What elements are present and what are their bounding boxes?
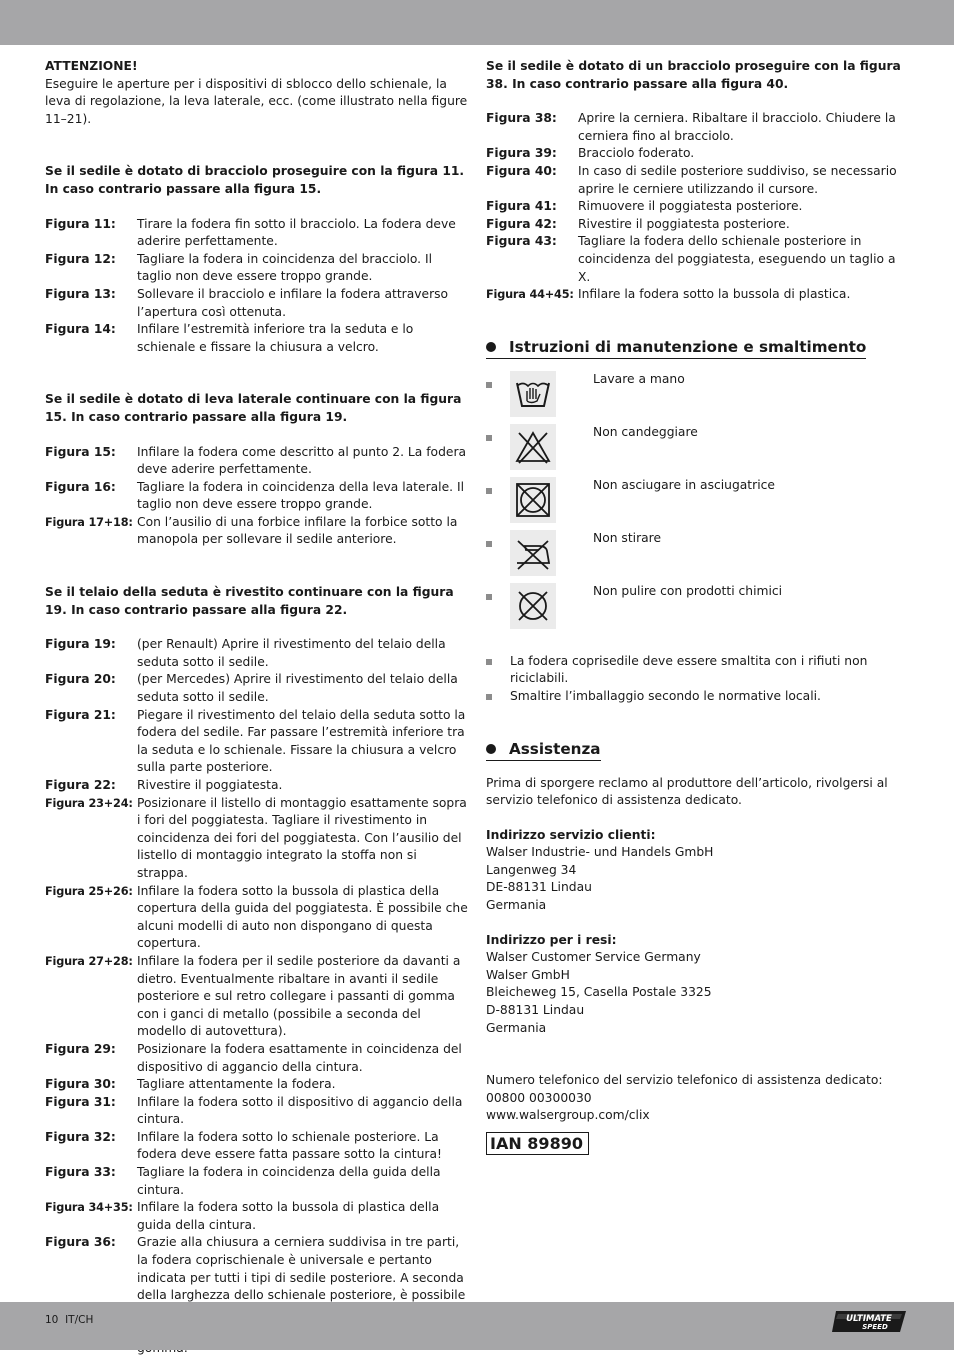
figure-label: Figura 22: xyxy=(45,778,116,792)
figure-text: Tirare la fodera fin sotto il bracciolo. La fodera deve aderire perfettamente. xyxy=(137,216,456,249)
figure-step xyxy=(486,110,906,145)
address-line: Walser GmbH xyxy=(486,967,570,982)
figure-step xyxy=(486,198,906,216)
address-line: Langenweg 34 xyxy=(486,862,577,877)
figure-step xyxy=(45,1129,470,1164)
care-label: Non asciugare in asciugatrice xyxy=(593,477,775,492)
figure-text: (per Renault) Aprire il rivestimento del telaio della seduta sotto il sedile. xyxy=(137,637,446,669)
care-row xyxy=(486,371,906,424)
figure-text: Infilare la fodera sotto il dispositivo di aggancio della cintura. xyxy=(137,1094,463,1127)
figure-label: Figura 12: xyxy=(45,251,116,266)
warning-text: Eseguire le aperture per i dispositivi di sblocco dello schienale, la leva di regolazione, la leva laterale, ecc. (come illustrato nella figure 11–21). xyxy=(45,76,468,126)
ian-number: IAN 89890 xyxy=(486,1132,589,1155)
return-address xyxy=(486,949,906,1037)
figure-label: Figura 40: xyxy=(486,163,557,178)
phone-label: Numero telefonico del servizio telefonico di assistenza dedicato: xyxy=(486,1073,883,1088)
figure-label: Figura 16: xyxy=(45,479,116,494)
figure-step xyxy=(45,671,470,706)
warning-title: ATTENZIONE! xyxy=(45,59,138,73)
figure-text: Infilare la fodera per il sedile posteriore da davanti a dietro. Eventualmente ribaltare in avanti il sedile posteriore e sul retro collegare i passanti di gomma con i ganci di metallo (possibile a seconda del modello di autovettura). xyxy=(137,953,461,1039)
header-bar xyxy=(0,0,954,45)
figure-list-1 xyxy=(45,216,470,357)
figure-text: In caso di sedile posteriore suddiviso, se necessario aprire le cerniere utilizzando il cursore. xyxy=(578,163,897,196)
figure-text: Infilare l’estremità inferiore tra la seduta e lo schienale e fissare la chiusura a velcro. xyxy=(137,322,414,354)
figure-list-4 xyxy=(486,110,906,304)
maintenance-heading xyxy=(486,337,866,359)
figure-text: Piegare il rivestimento del telaio della seduta sotto la fodera del sedile. Far passare l’estremità inferiore tra la seduta e lo schienale. Fissare la chiusura a velcro sulla parte posteriore. xyxy=(137,707,466,775)
page-number: 10 xyxy=(45,1314,59,1326)
figure-label: Figura 13: xyxy=(45,286,116,301)
figure-step xyxy=(45,1164,470,1199)
figure-step xyxy=(45,1094,470,1129)
address-line: DE-88131 Lindau xyxy=(486,880,592,895)
figure-label: Figura 17+18: xyxy=(45,515,133,529)
footer-bar xyxy=(0,1302,954,1350)
website-link[interactable]: www.walsergroup.com/clix xyxy=(486,1108,650,1123)
customer-address-title: Indirizzo servizio clienti: xyxy=(486,827,656,842)
care-label: Lavare a mano xyxy=(593,371,685,386)
figure-text: Infilare la fodera sotto la bussola di plastica della copertura della guida del poggiatesta. È possibile che alcuni modelli di auto non dispongano di questa copertura. xyxy=(137,883,468,951)
figure-step xyxy=(45,777,470,795)
maintenance-title: Istruzioni di manutenzione e smaltimento xyxy=(509,337,867,356)
figure-label: Figura 38: xyxy=(486,111,557,126)
no-dry-clean-icon xyxy=(510,583,556,629)
figure-step xyxy=(486,216,906,234)
bullet-dot-icon xyxy=(486,342,496,352)
care-row xyxy=(486,530,906,583)
square-bullet-icon xyxy=(486,541,492,547)
condition-seat-frame: Se il telaio della seduta è rivestito continuare con la figura 19. In caso contrario passare alla figura 22. xyxy=(45,585,454,617)
return-address-title: Indirizzo per i resi: xyxy=(486,932,617,947)
figure-step xyxy=(486,163,906,198)
footer-page-info xyxy=(45,1314,93,1326)
no-iron-icon xyxy=(510,530,556,576)
address-line: Walser Customer Service Germany xyxy=(486,950,701,965)
figure-text: Tagliare la fodera in coincidenza del bracciolo. Il taglio non deve essere troppo grande. xyxy=(137,251,433,284)
hand-wash-icon xyxy=(510,371,556,417)
assistance-heading xyxy=(486,739,601,761)
figure-text: Con l’ausilio di una forbice infilare la forbice sotto la manopola per sollevare il sedile anteriore. xyxy=(137,514,458,547)
condition-armrest: Se il sedile è dotato di bracciolo proseguire con la figura 11. In caso contrario passare alla figura 15. xyxy=(45,164,465,196)
figure-step xyxy=(45,953,470,1041)
address-line: D-88131 Lindau xyxy=(486,1003,585,1018)
address-line: Walser Industrie- und Handels GmbH xyxy=(486,845,714,860)
figure-label: Figura 25+26: xyxy=(45,884,133,898)
figure-text: Grazie alla chiusura a cerniera suddivisa in tre parti, la fodera coprischienale è universale e pertanto indicata per tutti i tipi di sedile posteriore. A seconda della larghezza dello schienale posteriore, è possibile xyxy=(137,1235,466,1303)
figure-step xyxy=(486,233,906,286)
care-label: Non candeggiare xyxy=(593,424,698,439)
figure-text: Tagliare la fodera dello schienale posteriore in coincidenza del poggiatesta, eseguendo un taglio a X. xyxy=(578,234,896,284)
figure-list-2 xyxy=(45,444,470,550)
figure-text: Tagliare la fodera in coincidenza della guida della cintura. xyxy=(137,1165,441,1197)
bullet-dot-icon xyxy=(486,744,496,754)
condition-rear-armrest: Se il sedile è dotato di un bracciolo proseguire con la figura 38. In caso contrario passare alla figura 40. xyxy=(486,59,901,91)
disposal-item xyxy=(486,688,906,706)
figure-label: Figura 41: xyxy=(486,199,557,214)
figure-label: Figura 21: xyxy=(45,707,116,722)
figure-label: Figura 23+24: xyxy=(45,796,133,810)
figure-step xyxy=(45,251,470,286)
figure-step xyxy=(486,286,906,304)
right-column xyxy=(486,58,906,1155)
figure-text: (per Mercedes) Aprire il rivestimento del telaio della seduta sotto il sedile. xyxy=(137,672,458,705)
figure-step xyxy=(45,444,470,479)
figure-label: Figura 14: xyxy=(45,322,116,337)
figure-text: Rimuovere il poggiatesta posteriore. xyxy=(578,199,803,214)
figure-label: Figura 36: xyxy=(45,1235,116,1250)
disposal-text: Smaltire l’imballaggio secondo le normative locali. xyxy=(510,688,821,703)
figure-step xyxy=(45,1041,470,1076)
figure-label: Figura 44+45: xyxy=(486,288,574,302)
square-bullet-icon xyxy=(486,659,492,665)
figure-text: Posizionare la fodera esattamente in coincidenza del dispositivo di aggancio della cintura. xyxy=(137,1041,462,1074)
no-bleach-icon xyxy=(510,424,556,470)
brand-logo xyxy=(830,1308,910,1336)
care-row xyxy=(486,583,906,636)
figure-label: Figura 11: xyxy=(45,216,116,231)
figure-label: Figura 20: xyxy=(45,672,116,687)
figure-text: Posizionare il listello di montaggio esattamente sopra i fori del poggiatesta. Tagliare il rivestimento in coincidenza dei fori del poggiatesta. Con l’ausilio del listello di montaggio integrato la stoffa non si strappa. xyxy=(137,795,467,880)
figure-label: Figura 27+28: xyxy=(45,954,133,968)
square-bullet-icon xyxy=(486,488,492,494)
figure-step xyxy=(45,321,470,356)
customer-address xyxy=(486,844,906,914)
care-row xyxy=(486,477,906,530)
care-row xyxy=(486,424,906,477)
figure-label: Figura 19: xyxy=(45,637,116,652)
figure-label: Figura 31: xyxy=(45,1094,116,1109)
assistance-title: Assistenza xyxy=(509,739,601,758)
figure-step xyxy=(45,883,470,953)
disposal-text: La fodera coprisedile deve essere smaltita con i rifiuti non riciclabili. xyxy=(510,653,868,686)
square-bullet-icon xyxy=(486,382,492,388)
figure-text: Rivestire il poggiatesta. xyxy=(137,778,283,792)
address-line: Bleicheweg 15, Casella Postale 3325 xyxy=(486,985,712,1000)
figure-text: Tagliare la fodera in coincidenza della leva laterale. Il taglio non deve essere troppo grande. xyxy=(137,479,465,512)
figure-label: Figura 34+35: xyxy=(45,1201,133,1215)
figure-label: Figura 29: xyxy=(45,1041,116,1056)
care-label: Non stirare xyxy=(593,530,662,545)
figure-step xyxy=(45,636,470,671)
language-code: IT/CH xyxy=(65,1314,94,1326)
figure-text: Infilare la fodera sotto la bussola di plastica della guida della cintura. xyxy=(137,1200,440,1232)
figure-text: Rivestire il poggiatesta posteriore. xyxy=(578,216,790,231)
figure-step xyxy=(45,795,470,883)
figure-text: Bracciolo foderato. xyxy=(578,146,695,161)
figure-label: Figura 30: xyxy=(45,1077,116,1092)
figure-label: Figura 32: xyxy=(45,1129,116,1144)
figure-step xyxy=(486,145,906,163)
svg-text:ULTIMATE: ULTIMATE xyxy=(846,1314,892,1324)
figure-step xyxy=(45,216,470,251)
square-bullet-icon xyxy=(486,435,492,441)
svg-text:SPEED: SPEED xyxy=(862,1323,888,1331)
disposal-item xyxy=(486,653,906,688)
figure-step xyxy=(45,707,470,777)
figure-label: Figura 33: xyxy=(45,1165,116,1180)
phone-number: 00800 00300030 xyxy=(486,1090,592,1105)
square-bullet-icon xyxy=(486,594,492,600)
figure-step xyxy=(45,1076,470,1094)
figure-text: Aprire la cerniera. Ribaltare il bracciolo. Chiudere la cerniera fino al bracciolo. xyxy=(578,111,896,143)
address-line: Germania xyxy=(486,1020,547,1035)
figure-text: Infilare la fodera come descritto al punto 2. La fodera deve aderire perfettamente. xyxy=(137,444,467,477)
address-line: Germania xyxy=(486,898,547,913)
figure-label: Figura 15: xyxy=(45,444,116,459)
condition-side-lever: Se il sedile è dotato di leva laterale continuare con la figura 15. In caso contrario passare alla figura 19. xyxy=(45,392,462,424)
figure-text: Tagliare attentamente la fodera. xyxy=(137,1077,336,1092)
figure-step xyxy=(45,514,470,549)
figure-label: Figura 43: xyxy=(486,234,557,249)
figure-step xyxy=(45,286,470,321)
figure-text: Sollevare il bracciolo e infilare la fodera attraverso l’apertura così ottenuta. xyxy=(137,286,449,319)
figure-label: Figura 39: xyxy=(486,146,557,161)
care-label: Non pulire con prodotti chimici xyxy=(593,583,783,598)
figure-list-3 xyxy=(45,636,470,1357)
figure-step xyxy=(45,1199,470,1234)
assistance-text: Prima di sporgere reclamo al produttore dell’articolo, rivolgersi al servizio telefonico di assistenza dedicato. xyxy=(486,775,888,808)
figure-text: Infilare la fodera sotto la bussola di plastica. xyxy=(578,287,851,302)
left-column xyxy=(45,58,470,1358)
figure-step xyxy=(45,479,470,514)
figure-label: Figura 42: xyxy=(486,216,557,231)
no-tumble-dry-icon xyxy=(510,477,556,523)
square-bullet-icon xyxy=(486,694,492,700)
figure-text: Infilare la fodera sotto lo schienale posteriore. La fodera deve essere fatta passare sotto la cintura! xyxy=(137,1129,442,1162)
